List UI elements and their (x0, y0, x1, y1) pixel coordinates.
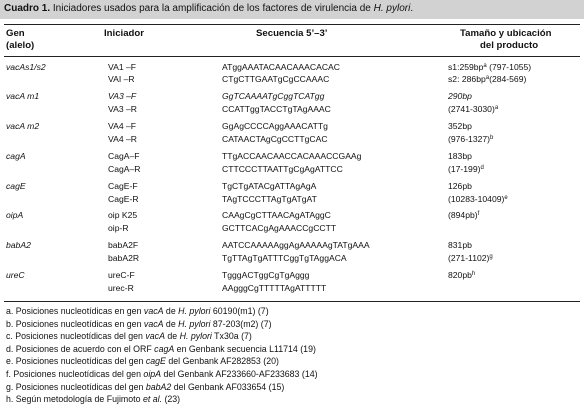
caption-bar (0, 0, 584, 19)
primer-cell: VA3 –F (108, 91, 137, 101)
size-cell (448, 151, 472, 162)
size-cell (448, 91, 472, 102)
size-cell (448, 134, 493, 145)
sequence-cell: TgggACTggCgTgAggg (222, 270, 310, 280)
size-footnote-mark: g (489, 254, 493, 260)
size-cell (448, 240, 472, 251)
size-cell (448, 74, 526, 85)
footnote-text: (23) (162, 394, 181, 405)
footnote (6, 382, 284, 393)
gene-cell: vacA m2 (6, 121, 40, 131)
footnote-species: H. pylori (179, 331, 212, 342)
footnote-gene: vacA (145, 331, 165, 342)
size-text: s1:259bp (448, 62, 484, 72)
sequence-cell: CATAACTAgCgCCTTgCAC (222, 134, 328, 144)
gene-cell: cagA (6, 151, 26, 161)
size-text: 831pb (448, 240, 472, 250)
footnote-text: Tx30a (7) (211, 331, 252, 342)
primer-cell: VA3 –R (108, 104, 137, 114)
size-footnote-mark: e (504, 195, 508, 201)
header-gen: Gen (6, 28, 25, 39)
caption-label: Cuadro 1. (4, 3, 51, 14)
header-tamano-1: Tamaño y ubicación (460, 28, 552, 39)
primer-cell: oip K25 (108, 210, 138, 220)
gene-cell: vacA m1 (6, 91, 40, 101)
sequence-cell: GgTCAAAATgCggTCATgg (222, 91, 325, 101)
footnote-gene: vacA (143, 306, 164, 316)
primer-cell: urec-R (108, 283, 134, 293)
size-cell (448, 164, 484, 175)
footnote-text: de (163, 306, 179, 316)
size-cell (448, 62, 531, 73)
footnote-text: a. Posiciones nucleotídicas en gen (6, 306, 144, 316)
size-footnote-mark: b (490, 135, 494, 141)
size-footnote-mark: a (483, 63, 487, 69)
size-cell (448, 121, 472, 132)
size-text: 183bp (448, 151, 472, 161)
header-secuencia: Secuencia 5’–3’ (256, 28, 328, 39)
footnote-text: f. Posiciones nucleotídicas del gen (6, 369, 144, 379)
size-cell (448, 194, 508, 205)
footnote-text: en Genbank secuencia L11714 (19) (174, 343, 316, 354)
gene-cell: vacAs1/s2 (6, 62, 46, 72)
footnote-text: de (164, 331, 180, 342)
footnote-text: h. Según metodología de Fujimoto (6, 394, 143, 405)
caption-species: H. pylori (373, 3, 411, 14)
sequence-cell: TgTTAgTgATTTCggTgTAggACA (222, 253, 347, 263)
size-footnote-mark: h (471, 271, 476, 277)
footnote-text: c. Posiciones nucleotídicas del gen (6, 331, 146, 342)
footnote (6, 344, 316, 355)
footnote-text: 87-203(m2) (7) (210, 318, 272, 329)
footnote-text: del Genbank AF033654 (15) (171, 381, 285, 392)
footnote-gene: oipA (143, 369, 162, 379)
footnote (6, 331, 252, 342)
primer-cell: babA2R (108, 253, 140, 263)
footnote (6, 369, 318, 380)
sequence-cell: AAgggCgTTTTTAgATTTTT (222, 283, 327, 293)
sequence-cell: GCTTCACgAgAAACCgCCTT (222, 223, 337, 233)
footnote-gene: et al. (142, 394, 163, 405)
size-text: (10283-10409) (448, 194, 505, 204)
sequence-cell: CAAgCgCTTAACAgATAggC (222, 210, 331, 220)
sequence-cell: TAgTCCCTTAgTgATgAT (222, 194, 317, 204)
gene-cell: ureC (6, 270, 25, 280)
primer-cell: VA4 –F (108, 121, 137, 131)
footnote-text: e. Posiciones nucleotídicas del gen (6, 356, 146, 367)
size-cell (448, 270, 475, 281)
footnote-gene: cagA (154, 343, 175, 354)
caption-end: . (410, 3, 414, 14)
size-location: (797-1055) (486, 62, 532, 72)
footnote (6, 394, 180, 405)
size-text: (17-199) (448, 164, 481, 174)
bottom-rule (4, 301, 580, 302)
size-cell (448, 210, 479, 221)
table-caption (4, 3, 413, 14)
primer-cell: CagE-R (108, 194, 139, 204)
sequence-cell: CTgCTTGAATgCgCCAAAC (222, 74, 330, 84)
footnote-gene: vacA (143, 318, 164, 329)
size-footnote-mark: f (477, 211, 480, 217)
footnote (6, 356, 279, 367)
footnote-text: d. Posiciones de acuerdo con el ORF (6, 343, 155, 354)
size-cell (448, 253, 493, 264)
size-text: 820pb (448, 270, 472, 280)
footnote (6, 319, 272, 330)
footnote-text: de (163, 318, 179, 329)
size-cell (448, 104, 498, 115)
sequence-cell: TTgACCAACAACCACAAACCGAAg (222, 151, 362, 161)
size-text: (2741-3030) (448, 104, 495, 114)
primer-cell: VA1 –F (108, 62, 137, 72)
size-text: s2: 286bp (448, 74, 486, 84)
primer-cell: oip-R (108, 223, 129, 233)
footnote-text: b. Posiciones nucleotídicas en gen (6, 318, 144, 329)
footnote-text: del Genbank AF282853 (20) (165, 356, 279, 367)
size-text: 352bp (448, 121, 472, 131)
footnote-text: 60190(m1) (7) (210, 306, 269, 316)
size-cell (448, 181, 472, 192)
primer-cell: ureC-F (108, 270, 135, 280)
primer-cell: VA4 –R (108, 134, 137, 144)
sequence-cell: CTTCCCTTAATTgCgAgATTCC (222, 164, 343, 174)
sequence-cell: AATCCAAAAAggAgAAAAAgTATgAAA (222, 240, 370, 250)
size-text: (976-1327) (448, 134, 491, 144)
size-text: (271-1102) (448, 253, 490, 263)
top-rule (4, 24, 580, 25)
size-footnote-mark: a (494, 105, 499, 111)
header-tamano-2: del producto (480, 40, 539, 51)
primer-cell: CagE-F (108, 181, 138, 191)
caption-text: Iniciadores usados para la amplificación de los factores de virulencia de (50, 3, 374, 14)
size-location: (284-569) (489, 74, 527, 84)
footnote-gene: cagE (145, 356, 166, 367)
footnote (6, 306, 269, 317)
sequence-cell: TgCTgATACgATTAgAgA (222, 181, 317, 191)
footnote-text: g. Posiciones nucleotídicas del gen (6, 381, 146, 392)
size-text: 290bp (448, 91, 472, 101)
header-rule (4, 56, 580, 57)
primer-cell: CagA–R (108, 164, 141, 174)
footnote-gene: babA2 (145, 381, 172, 392)
footnote-text: del Genbank AF233660-AF233683 (14) (161, 369, 318, 379)
gene-cell: babA2 (6, 240, 31, 250)
size-text: (894pb) (448, 210, 478, 220)
gene-cell: oipA (6, 210, 24, 220)
header-iniciador: Iniciador (104, 28, 144, 39)
header-alelo: (alelo) (6, 40, 35, 51)
footnote-species: H. pylori (178, 306, 211, 316)
sequence-cell: CCATTggTACCTgTAgAAAC (222, 104, 331, 114)
primer-cell: VAI –R (108, 74, 135, 84)
primer-cell: CagA–F (108, 151, 140, 161)
size-footnote-mark: a (485, 75, 490, 81)
sequence-cell: GgAgCCCCAggAAACATTg (222, 121, 328, 131)
primer-cell: babA2F (108, 240, 139, 250)
size-footnote-mark: d (480, 165, 484, 171)
size-text: 126pb (448, 181, 472, 191)
footnote-species: H. pylori (178, 318, 211, 329)
sequence-cell: ATggAAATACAACAAACACAC (222, 62, 340, 72)
gene-cell: cagE (6, 181, 26, 191)
